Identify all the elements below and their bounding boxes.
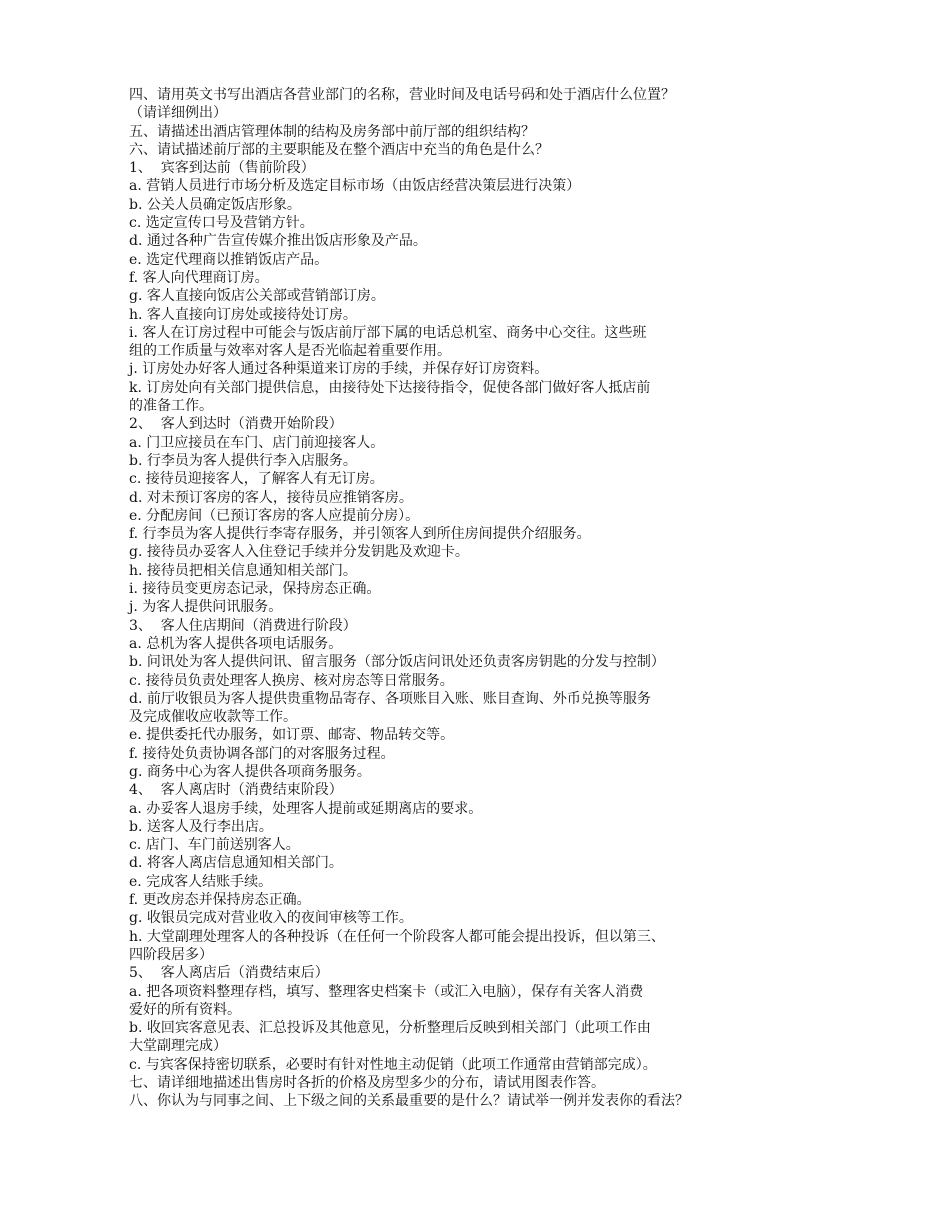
text-line: d. 通过各种广告宣传媒介推出饭店形象及产品。 [129, 233, 427, 250]
text-line: 六、请试描述前厅部的主要职能及在整个酒店中充当的角色是什么？ [129, 141, 549, 158]
text-line: d. 将客人离店信息通知相关部门。 [129, 855, 343, 872]
text-line: a. 把各项资料整理存档，填写、整理客史档案卡（或汇入电脑），保存有关客人消费 [129, 983, 644, 1000]
text-line: f. 更改房态并保持房态正确。 [129, 892, 311, 909]
text-line: 3、 客人住店期间（消费进行阶段） [129, 617, 357, 634]
text-line: 七、请详细地描述出售房时各折的价格及房型多少的分布，请试用图表作答。 [129, 1075, 605, 1092]
text-line: i. 客人在订房过程中可能会与饭店前厅部下属的电话总机室、商务中心交往。这些班 [129, 324, 647, 341]
text-line: c. 选定宣传口号及营销方针。 [129, 215, 314, 232]
text-line: h. 大堂副理处理客人的各种投诉（在任何一个阶段客人都可能会提出投诉，但以第三、 [129, 928, 665, 945]
text-line: 八、你认为与同事之间、上下级之间的关系最重要的是什么？请试举一例并发表你的看法？ [129, 1093, 689, 1110]
text-line: g. 接待员办妥客人入住登记手续并分发钥匙及欢迎卡。 [129, 544, 469, 561]
text-line: f. 行李员为客人提供行李寄存服务，并引领客人到所住房间提供介绍服务。 [129, 526, 591, 543]
text-line: 大堂副理完成） [129, 1038, 227, 1055]
text-line: a. 办妥客人退房手续，处理客人提前或延期离店的要求。 [129, 800, 483, 817]
text-line: b. 收回宾客意见表、汇总投诉及其他意见，分析整理后反映到相关部门（此项工作由 [129, 1020, 651, 1037]
text-line: c. 与宾客保持密切联系，必要时有针对性地主动促销（此项工作通常由营销部完成）。 [129, 1056, 657, 1073]
text-line: e. 分配房间（已预订客房的客人应提前分房）。 [129, 507, 420, 524]
text-line: h. 接待员把相关信息通知相关部门。 [129, 562, 357, 579]
text-line: c. 接待员迎接客人，了解客人有无订房。 [129, 471, 384, 488]
text-line: e. 提供委托代办服务，如订票、邮寄、物品转交等。 [129, 727, 455, 744]
text-line: j. 订房处办好客人通过各种渠道来订房的手续，并保存好订房资料。 [129, 361, 549, 378]
text-line: d. 前厅收银员为客人提供贵重物品寄存、各项账目入账、账目查询、外币兑换等服务 [129, 690, 651, 707]
text-line: e. 完成客人结账手续。 [129, 873, 273, 890]
text-line: 四阶段居多） [129, 946, 213, 963]
text-line: i. 接待员变更房态记录，保持房态正确。 [129, 581, 381, 598]
text-line: 5、 客人离店后（消费结束后） [129, 965, 329, 982]
text-line: 四、请用英文书写出酒店各营业部门的名称，营业时间及电话号码和处于酒店什么位置？ [129, 87, 675, 103]
text-line: c. 店门、车门前送别客人。 [129, 837, 300, 854]
text-line: e. 选定代理商以推销饭店产品。 [129, 251, 329, 268]
text-line: 的准备工作。 [129, 398, 213, 415]
text-line: b. 送客人及行李出店。 [129, 818, 273, 835]
text-line: a. 营销人员进行市场分析及选定目标市场（由饭店经营决策层进行决策） [129, 178, 581, 195]
text-line: 及完成催收应收款等工作。 [129, 709, 297, 726]
text-line: j. 为客人提供问讯服务。 [129, 599, 283, 616]
text-line: b. 行李员为客人提供行李入店服务。 [129, 452, 357, 469]
document-body [129, 86, 789, 1111]
text-line: a. 门卫应接员在车门、店门前迎接客人。 [129, 434, 385, 451]
text-line: g. 商务中心为客人提供各项商务服务。 [129, 763, 371, 780]
text-line: 1、 宾客到达前（售前阶段） [129, 160, 315, 177]
text-line: f. 接待处负责协调各部门的对客服务过程。 [129, 745, 395, 762]
text-line: c. 接待员负责处理客人换房、核对房态等日常服务。 [129, 672, 454, 689]
text-line: （请详细例出） [129, 105, 227, 122]
text-line: d. 对未预订客房的客人，接待员应推销客房。 [129, 489, 413, 506]
text-line: 4、 客人离店时（消费结束阶段） [129, 782, 343, 799]
text-line: a. 总机为客人提供各项电话服务。 [129, 635, 343, 652]
text-line: 五、请描述出酒店管理体制的结构及房务部中前厅部的组织结构？ [129, 123, 535, 140]
text-line: b. 问讯处为客人提供问讯、留言服务（部分饭店问讯处还负责客房钥匙的分发与控制） [129, 654, 665, 671]
text-line: 组的工作质量与效率对客人是否光临起着重要作用。 [129, 343, 451, 360]
text-line: g. 客人直接向饭店公关部或营销部订房。 [129, 288, 385, 305]
text-line: h. 客人直接向订房处或接待处订房。 [129, 306, 357, 323]
text-line: g. 收银员完成对营业收入的夜间审核等工作。 [129, 910, 413, 927]
text-line: f. 客人向代理商订房。 [129, 269, 269, 286]
text-line: b. 公关人员确定饭店形象。 [129, 196, 301, 213]
text-line: k. 订房处向有关部门提供信息，由接待处下达接待指令，促使各部门做好客人抵店前 [129, 379, 651, 396]
text-line: 爱好的所有资料。 [129, 1001, 241, 1018]
text-line: 2、 客人到达时（消费开始阶段） [129, 416, 343, 433]
